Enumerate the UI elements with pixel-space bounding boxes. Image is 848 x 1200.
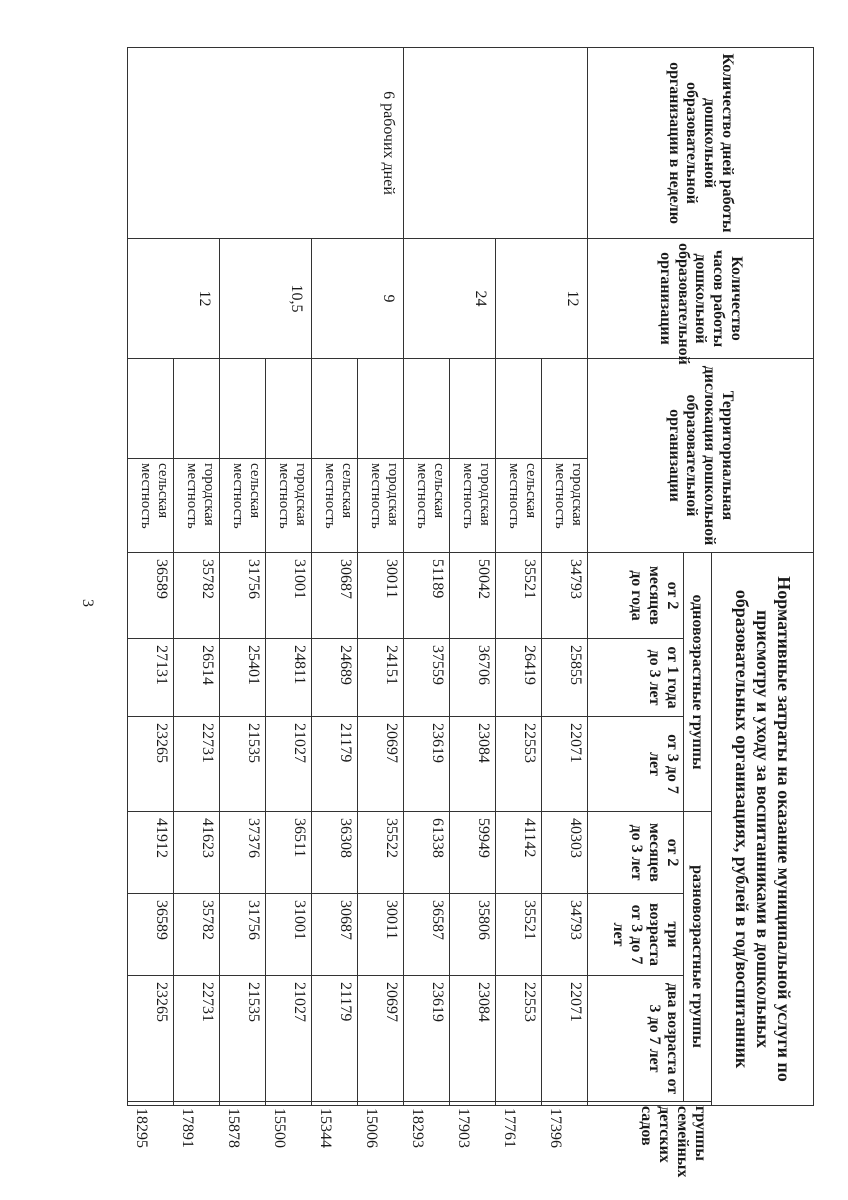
location-cell: городская местность: [450, 459, 496, 553]
value-cell: 23265: [128, 717, 174, 812]
value-cell: 22553: [496, 976, 542, 1102]
location-spacer: [404, 359, 450, 459]
value-cell: 36308: [312, 812, 358, 894]
value-cell: 35522: [358, 812, 404, 894]
value-cell: 34793: [542, 894, 588, 976]
value-cell: 27131: [128, 639, 174, 717]
location-spacer: [496, 359, 542, 459]
value-cell: 20697: [358, 976, 404, 1102]
hours-cell: 12: [496, 239, 588, 359]
header-same-age: одновозрастные группы: [684, 553, 712, 812]
value-cell: 22731: [174, 717, 220, 812]
value-cell: 21179: [312, 976, 358, 1102]
value-cell: 23084: [450, 717, 496, 812]
header-m1: от 2 месяцев до 3 лет: [588, 812, 684, 894]
value-cell: 35782: [174, 894, 220, 976]
header-title: Нормативные затраты на оказание муниципальной услуги по присмотру и уходу за воспитанниками в дошкольных образовательных организациях, рублей в год/воспитанник: [712, 553, 814, 1106]
location-cell: сельская местность: [404, 459, 450, 553]
location-cell: городская местность: [266, 459, 312, 553]
location-spacer: [312, 359, 358, 459]
value-cell: 35521: [496, 894, 542, 976]
value-cell: 34793: [542, 553, 588, 639]
value-cell: 26514: [174, 639, 220, 717]
value-cell: 35521: [496, 553, 542, 639]
value-cell: 15344: [312, 1102, 358, 1106]
header-days: Количество дней работы дошкольной образовательной организации в неделю: [588, 48, 814, 239]
hours-cell: 12: [128, 239, 220, 359]
value-cell: 18295: [128, 1102, 174, 1106]
value-cell: 25855: [542, 639, 588, 717]
value-cell: 18293: [404, 1102, 450, 1106]
location-cell: сельская местность: [220, 459, 266, 553]
location-cell: сельская местность: [128, 459, 174, 553]
header-territory: Территориальная дислокация дошкольной образовательной организации: [588, 359, 814, 553]
header-s1: от 2 месяцев до года: [588, 553, 684, 639]
hours-cell: 24: [404, 239, 496, 359]
header-mixed-age: разновозрастные группы: [684, 812, 712, 1102]
value-cell: 30687: [312, 553, 358, 639]
value-cell: 37559: [404, 639, 450, 717]
value-cell: 21535: [220, 717, 266, 812]
location-cell: городская местность: [358, 459, 404, 553]
value-cell: 41623: [174, 812, 220, 894]
value-cell: 24689: [312, 639, 358, 717]
value-cell: 20697: [358, 717, 404, 812]
value-cell: 37376: [220, 812, 266, 894]
value-cell: 23619: [404, 976, 450, 1102]
value-cell: 22731: [174, 976, 220, 1102]
value-cell: 17761: [496, 1102, 542, 1106]
value-cell: 21535: [220, 976, 266, 1102]
value-cell: 36511: [266, 812, 312, 894]
value-cell: 15006: [358, 1102, 404, 1106]
location-cell: сельская местность: [312, 459, 358, 553]
value-cell: 23619: [404, 717, 450, 812]
value-cell: 50042: [450, 553, 496, 639]
value-cell: 31001: [266, 553, 312, 639]
page-number: 3: [79, 599, 96, 607]
location-cell: городская местность: [174, 459, 220, 553]
table-row: [358, 48, 404, 1106]
value-cell: 36587: [404, 894, 450, 976]
value-cell: 30011: [358, 894, 404, 976]
value-cell: 22553: [496, 717, 542, 812]
value-cell: 22071: [542, 976, 588, 1102]
value-cell: 23084: [450, 976, 496, 1102]
header-family: группы семейных детских садов: [588, 1102, 712, 1106]
value-cell: 36706: [450, 639, 496, 717]
value-cell: 36589: [128, 553, 174, 639]
value-cell: 41142: [496, 812, 542, 894]
value-cell: 40303: [542, 812, 588, 894]
location-spacer: [174, 359, 220, 459]
rotated-table-wrapper: [128, 47, 814, 1178]
value-cell: 23265: [128, 976, 174, 1102]
location-cell: сельская местность: [496, 459, 542, 553]
days-cell-empty: [404, 48, 588, 239]
header-m3: два возраста от 3 до 7 лет: [588, 976, 684, 1102]
value-cell: 21027: [266, 976, 312, 1102]
location-spacer: [358, 359, 404, 459]
cost-table: [127, 47, 814, 1178]
value-cell: 35782: [174, 553, 220, 639]
value-cell: 36589: [128, 894, 174, 976]
location-spacer: [450, 359, 496, 459]
location-spacer: [220, 359, 266, 459]
value-cell: 61338: [404, 812, 450, 894]
value-cell: 17396: [542, 1102, 588, 1106]
value-cell: 17903: [450, 1102, 496, 1106]
table-row: [542, 48, 588, 1106]
value-cell: 25401: [220, 639, 266, 717]
value-cell: 24151: [358, 639, 404, 717]
hours-cell: 10,5: [220, 239, 312, 359]
value-cell: 26419: [496, 639, 542, 717]
value-cell: 21179: [312, 717, 358, 812]
header-row-title: [712, 48, 814, 1106]
value-cell: 51189: [404, 553, 450, 639]
header-hours: Количество часов работы дошкольной образовательной организации: [588, 239, 814, 359]
value-cell: 30011: [358, 553, 404, 639]
location-cell: городская местность: [542, 459, 588, 553]
value-cell: 31001: [266, 894, 312, 976]
value-cell: 22071: [542, 717, 588, 812]
days-cell: 6 рабочих дней: [128, 48, 404, 239]
value-cell: 35806: [450, 894, 496, 976]
value-cell: 24811: [266, 639, 312, 717]
value-cell: 21027: [266, 717, 312, 812]
header-m2: три возраста от 3 до 7 лет: [588, 894, 684, 976]
value-cell: 31756: [220, 553, 266, 639]
value-cell: 31756: [220, 894, 266, 976]
header-s3: от 3 до 7 лет: [588, 717, 684, 812]
header-s2: от 1 года до 3 лет: [588, 639, 684, 717]
location-spacer: [128, 359, 174, 459]
location-spacer: [266, 359, 312, 459]
value-cell: 15878: [220, 1102, 266, 1106]
value-cell: 15500: [266, 1102, 312, 1106]
value-cell: 59949: [450, 812, 496, 894]
location-spacer: [542, 359, 588, 459]
value-cell: 30687: [312, 894, 358, 976]
value-cell: 41912: [128, 812, 174, 894]
hours-cell: 9: [312, 239, 404, 359]
value-cell: 17891: [174, 1102, 220, 1106]
